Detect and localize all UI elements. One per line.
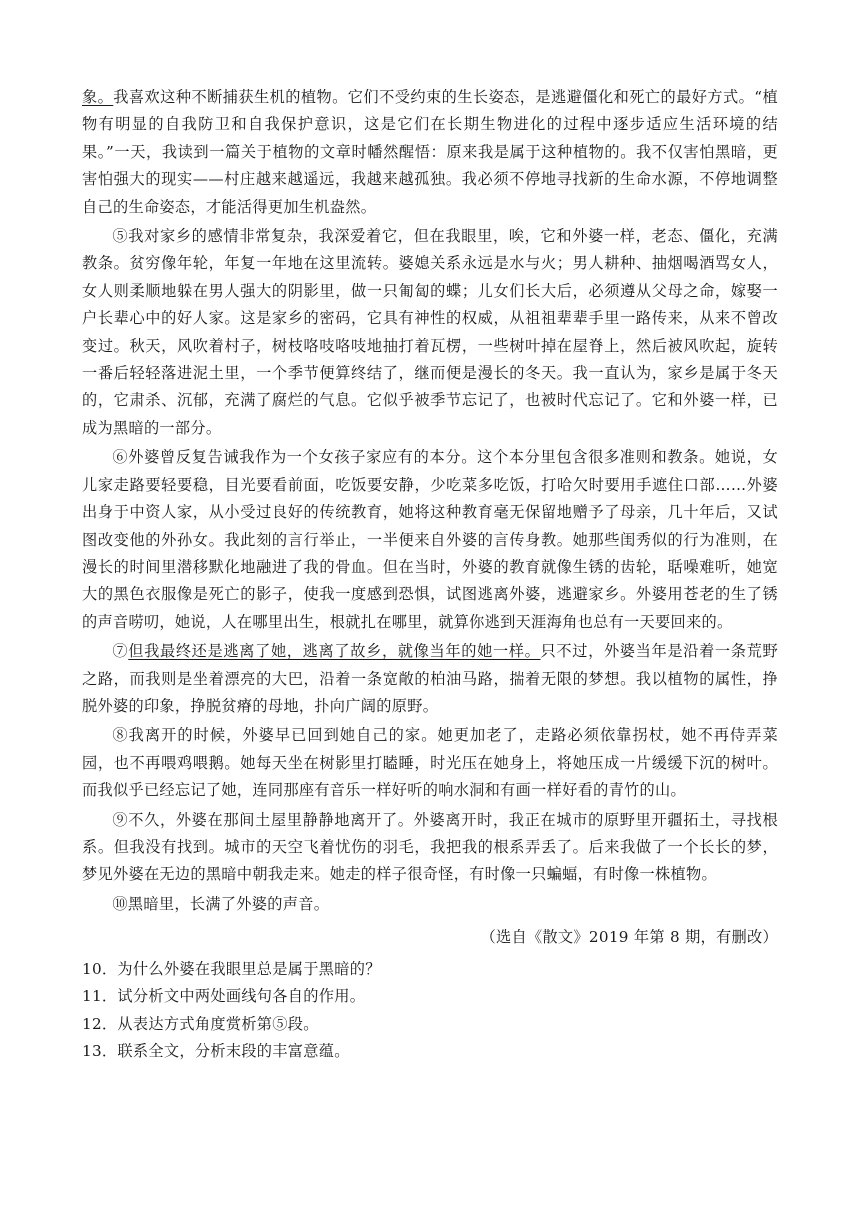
paragraph-10: ⑩黑暗里，长满了外婆的声音。 xyxy=(112,894,330,913)
question-10: 10．为什么外婆在我眼里总是属于黑暗的？ xyxy=(82,959,381,978)
paragraph-5: ⑤我对家乡的感情非常复杂，我深爱着它，但在我眼里，唉，它和外婆一样，老态、僵化，充满教条。贫穷像年轮，年复一年地在这里流转。婆媳关系永远是水与火；男人耕种、抽烟喝酒骂女人，女人则柔顺地躲在男人强大的阴影里，做一只匍匐的蝶；儿女们长大后，必须遵从父母之命，嫁娶一户长辈心中的好人家。这是家乡的密码，它具有神性的权威，从祖祖辈辈手里一路传来，从来不曾改变过。秋天，风吹着村子，树枝咯吱咯吱地抽打着瓦楞，一些树叶掉在屋脊上，然后被风吹起，旋转一番后轻轻落进泥土里，一个季节便算终结了，继而便是漫长的冬天。我一直认为，家乡是属于冬天的，它肃杀、沉郁，充满了腐烂的气息。它似乎被季节忘记了，也被时代忘记了。它和外婆一样，已成为黑暗的一部分。 xyxy=(82,227,778,437)
underlined-sentence-1: 象。 xyxy=(82,88,114,106)
paragraph-7 xyxy=(82,638,778,720)
paragraph-intro xyxy=(82,84,778,221)
source-citation: （选自《散文》2019 年第 8 期，有删改） xyxy=(480,928,778,947)
paragraph-9: ⑨不久，外婆在那间土屋里静静地离开了。外婆离开时，我正在城市的原野里开疆拓土，寻找根系。但我没有找到。城市的天空飞着忧伤的羽毛，我把我的根系弄丢了。后来我做了一个长长的梦，梦见外婆在无边的黑暗中朝我走来。她走的样子很奇怪，有时像一只蝙蝠，有时像一株植物。 xyxy=(82,810,778,884)
paragraph-7-text: 只不过，外婆当年是沿着一条荒野之路，而我则是坐着漂亮的大巴，沿着一条宽敞的柏油马路，揣着无限的梦想。我以植物的属性，挣脱外婆的印象，挣脱贫瘠的母地，扑向广阔的原野。 xyxy=(82,642,778,715)
paragraph-7-number: ⑦ xyxy=(112,642,129,661)
paragraph-intro-text: 我喜欢这种不断捕获生机的植物。它们不受约束的生长姿态，是逃避僵化和死亡的最好方式。“植物有明显的自我防卫和自我保护意识，这是它们在长期生物进化的过程中逐步适应生活环境的结果。”一天，我读到一篇关于植物的文章时幡然醒悟：原来我是属于这种植物的。我不仅害怕黑暗，更害怕强大的现实——村庄越来越遥远，我越来越孤独。我必须不停地寻找新的生命水源，不停地调整自己的生命姿态，才能活得更加生机盎然。 xyxy=(82,88,778,216)
paragraph-6: ⑥外婆曾反复告诫我作为一个女孩子家应有的本分。这个本分里包含很多准则和教条。她说，女儿家走路要轻要稳，目光要看前面，吃饭要安静，少吃菜多吃饭，打哈欠时要用手遮住口部……外婆出身于中资人家，从小受过良好的传统教育，她将这种教育毫无保留地赠予了母亲，几十年后，又试图改变他的外孙女。我此刻的言行举止，一半便来自外婆的言传身教。她那些闺秀似的行为准则，在漫长的时间里潜移默化地融进了我的骨血。但在当时，外婆的教育就像生锈的齿轮，聒噪难听，她宽大的黑色衣服像是死亡的影子，使我一度感到恐惧，试图逃离外婆，逃避家乡。外婆用苍老的生了锈的声音唠叨，她说，人在哪里出生，根就扎在哪里，就算你逃到天涯海角也总有一天要回来的。 xyxy=(82,448,778,631)
question-13: 13．联系全文，分析末段的丰富意蕴。 xyxy=(82,1042,350,1061)
underlined-sentence-2: 但我最终还是逃离了她，逃离了故乡，就像当年的她一样。 xyxy=(128,642,541,661)
question-list xyxy=(82,956,778,1066)
document-page xyxy=(82,84,778,1066)
paragraph-8: ⑧我离开的时候，外婆早已回到她自己的家。她更加老了，走路必须依靠拐杖，她不再侍弄菜园，也不再喂鸡喂鹅。她每天坐在树影里打瞌睡，时光压在她身上，将她压成一片缓缓下沉的树叶。而我似乎已经忘记了她，连同那座有音乐一样好听的响水洞和有画一样好看的青竹的山。 xyxy=(82,726,778,800)
question-11: 11．试分析文中两处画线句各自的作用。 xyxy=(82,987,366,1006)
question-12: 12．从表达方式角度赏析第⑤段。 xyxy=(82,1014,319,1033)
